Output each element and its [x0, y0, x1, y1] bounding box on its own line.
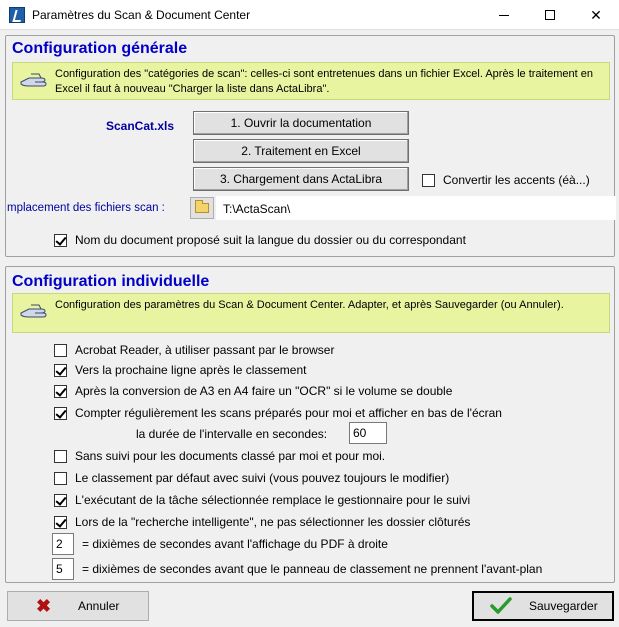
app-icon	[9, 7, 25, 23]
minimize-icon	[499, 15, 509, 16]
maximize-icon	[545, 10, 555, 20]
pdf-delay-input[interactable]: 2	[52, 533, 74, 555]
option-default-followup[interactable]	[54, 471, 449, 485]
no-followup-checkbox[interactable]	[54, 450, 67, 463]
folder-icon	[195, 203, 209, 213]
no-followup-label: Sans suivi pour les documents classé par moi et pour moi.	[75, 449, 386, 463]
count-scans-checkbox[interactable]	[54, 407, 67, 420]
footer-bar	[0, 588, 619, 627]
pointing-hand-icon	[19, 70, 49, 90]
smart-search-checkbox[interactable]	[54, 516, 67, 529]
option-ocr[interactable]	[54, 384, 452, 398]
option-next-line[interactable]	[54, 363, 306, 377]
doc-name-lang-checkbox[interactable]	[54, 234, 67, 247]
panel-delay-input[interactable]: 5	[52, 558, 74, 580]
option-acrobat[interactable]	[54, 343, 334, 357]
default-followup-checkbox[interactable]	[54, 472, 67, 485]
interval-input[interactable]: 60	[349, 422, 387, 444]
general-info-box	[12, 62, 610, 100]
browse-folder-button[interactable]	[190, 197, 214, 219]
general-config-panel	[5, 35, 615, 257]
count-scans-label: Compter régulièrement les scans préparés pour moi et afficher en bas de l'écran	[75, 406, 502, 420]
save-button[interactable]	[472, 591, 614, 621]
convert-accents-option[interactable]	[422, 173, 590, 187]
scancat-label: ScanCat.xls	[106, 119, 175, 133]
save-check-icon	[490, 597, 512, 615]
acrobat-label: Acrobat Reader, à utiliser passant par le browser	[75, 343, 335, 357]
excel-processing-button[interactable]: 2. Traitement en Excel	[193, 139, 409, 163]
save-label: Sauvegarder	[529, 599, 598, 613]
load-actalibra-button[interactable]: 3. Chargement dans ActaLibra	[193, 167, 409, 191]
individual-config-panel	[5, 266, 615, 583]
individual-info-text: Configuration des paramètres du Scan & Document Center. Adapter, et après Sauvegarder (ou Annuler).	[55, 299, 564, 311]
ocr-checkbox[interactable]	[54, 385, 67, 398]
close-icon: ✕	[590, 6, 602, 23]
general-info-text: Configuration des "catégories de scan": celles-ci sont entretenues dans un fichier Excel. Après le traitement en Excel il faut à nouveau "Charger la liste dans ActaLibra".	[55, 68, 593, 95]
convert-accents-label: Convertir les accents (éà...)	[443, 173, 590, 187]
next-line-label: Vers la prochaine ligne après le classement	[75, 363, 307, 377]
next-line-checkbox[interactable]	[54, 364, 67, 377]
executor-replaces-checkbox[interactable]	[54, 494, 67, 507]
doc-name-lang-option[interactable]	[54, 233, 466, 247]
window-title: Paramètres du Scan & Document Center	[32, 8, 251, 22]
convert-accents-checkbox[interactable]	[422, 174, 435, 187]
open-documentation-button[interactable]: 1. Ouvrir la documentation	[193, 111, 409, 135]
ocr-label: Après la conversion de A3 en A4 faire un "OCR" si le volume se double	[75, 384, 453, 398]
individual-info-box	[12, 293, 610, 333]
option-executor-replaces[interactable]	[54, 493, 470, 507]
maximize-button[interactable]	[527, 0, 573, 30]
pdf-delay-label: = dixièmes de secondes avant l'affichage du PDF à droite	[82, 537, 388, 551]
option-smart-search[interactable]	[54, 515, 470, 529]
acrobat-checkbox[interactable]	[54, 344, 67, 357]
minimize-button[interactable]	[481, 0, 527, 30]
doc-name-lang-label: Nom du document proposé suit la langue du dossier ou du correspondant	[75, 233, 466, 247]
general-section-title: Configuration générale	[12, 40, 188, 57]
cancel-button[interactable]	[7, 591, 149, 621]
close-button[interactable]	[573, 0, 619, 30]
interval-label: la durée de l'intervalle en secondes:	[136, 427, 328, 441]
cancel-label: Annuler	[78, 599, 120, 613]
option-no-followup[interactable]	[54, 449, 385, 463]
title-bar	[0, 0, 619, 30]
pointing-hand-icon	[19, 301, 49, 321]
executor-replaces-label: L'exécutant de la tâche sélectionnée remplace le gestionnaire pour le suivi	[75, 493, 471, 507]
default-followup-label: Le classement par défaut avec suivi (vous pouvez toujours le modifier)	[75, 471, 450, 485]
scan-location-field[interactable]: T:\ActaScan\	[216, 196, 616, 220]
option-count-scans[interactable]	[54, 406, 502, 420]
panel-delay-label: = dixièmes de secondes avant que le panneau de classement ne prennent l'avant-plan	[82, 562, 543, 576]
cancel-x-icon: ✖	[36, 596, 52, 616]
smart-search-label: Lors de la "recherche intelligente", ne pas sélectionner les dossier clôturés	[75, 515, 471, 529]
scan-location-label: mplacement des fichiers scan :	[7, 202, 165, 214]
individual-section-title: Configuration individuelle	[12, 273, 210, 290]
